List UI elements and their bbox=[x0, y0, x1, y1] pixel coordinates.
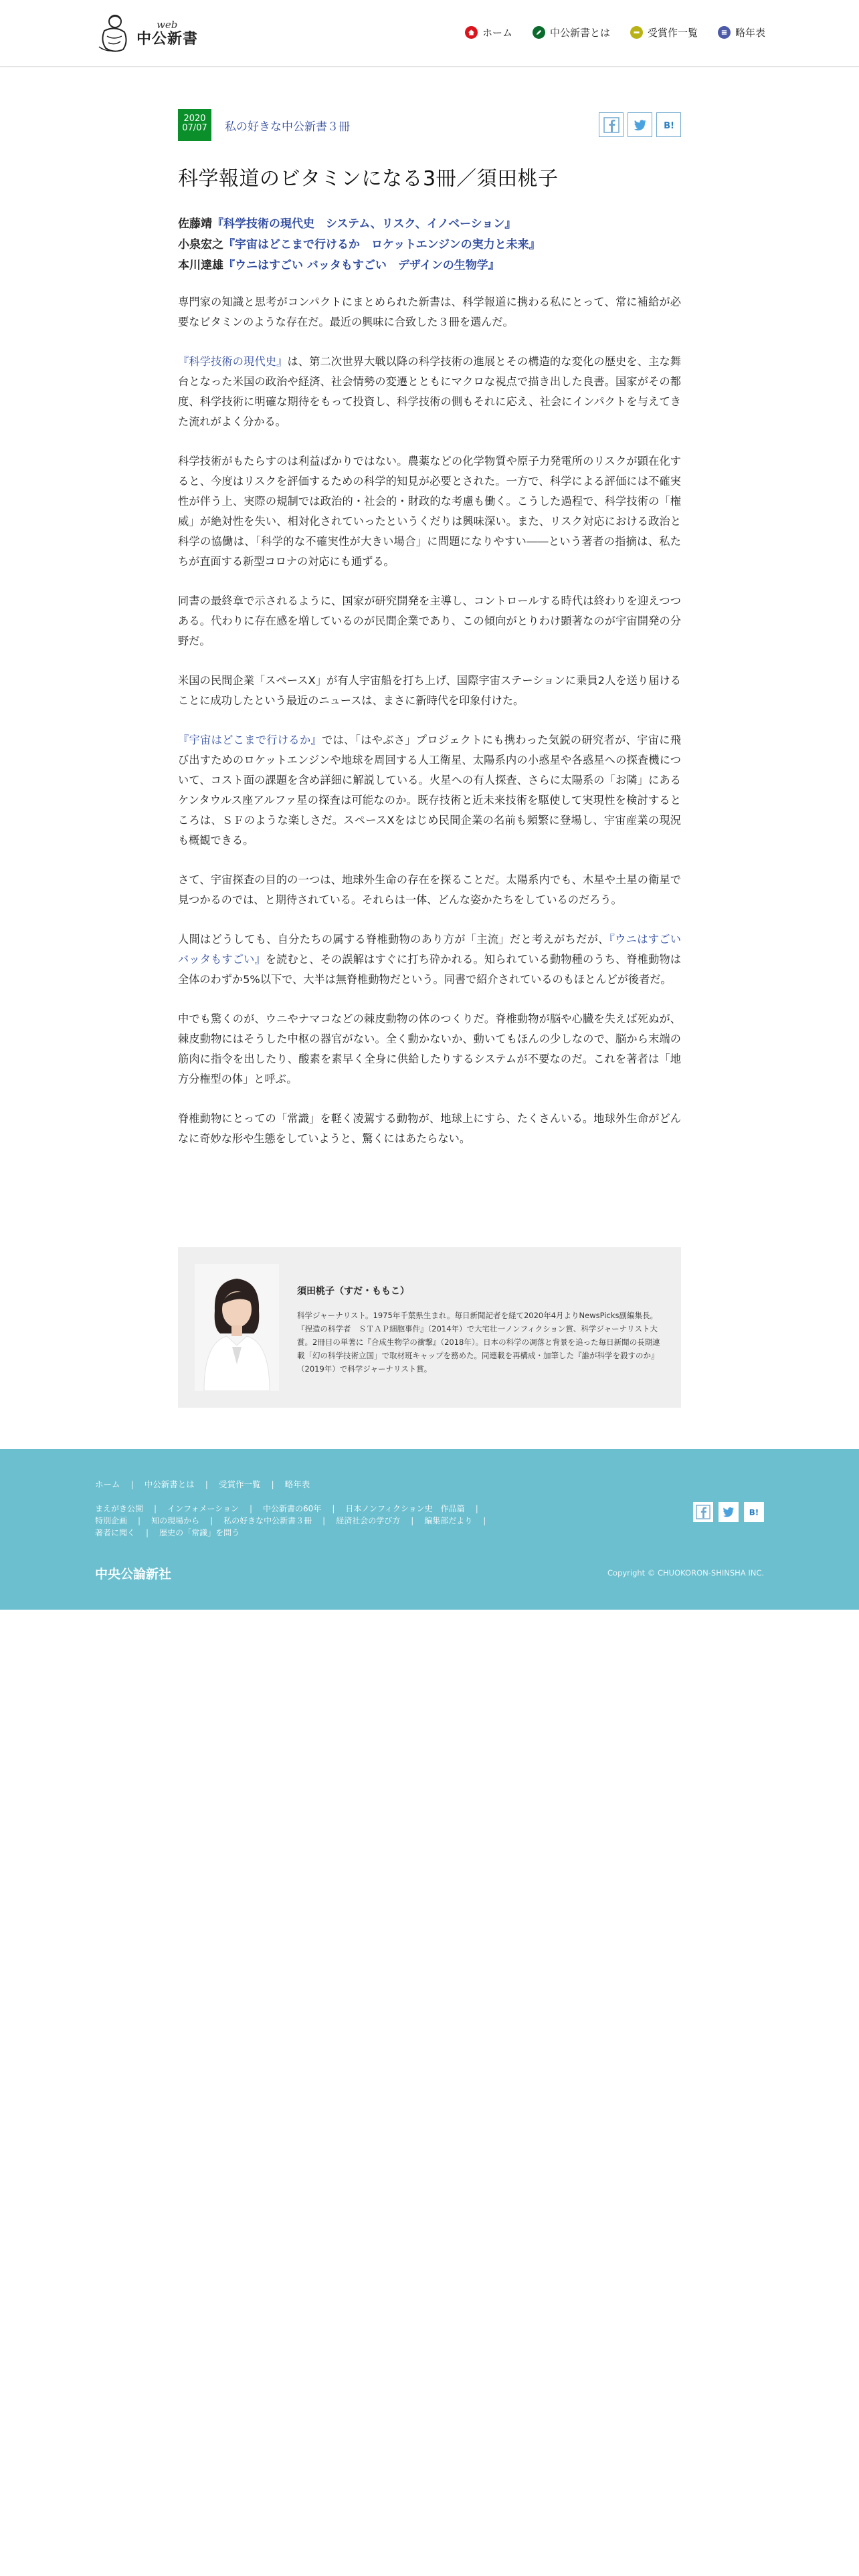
separator: | bbox=[130, 1479, 134, 1489]
book-item bbox=[178, 235, 681, 255]
book-list bbox=[178, 214, 681, 276]
separator: | bbox=[483, 1516, 486, 1525]
author-bio: 科学ジャーナリスト。1975年千葉県生まれ。毎日新聞記者を経て2020年4月よりNewsPicks副編集長。『捏造の科学者 ＳＴＡＰ細胞事件』（2014年）で大宅壮一ノンフィクション賞、科学ジャーナリスト大賞。2冊目の単著に『合成生物学の衝撃』（2018年）。日本の科学の凋落と背景を追った毎日新聞の長期連載「幻の科学技術立国」で取材班キャップを務めた。同連載を再構成・加筆した『誰が科学を殺すのか』（2019年）で科学ジャーナリスト賞。 bbox=[297, 1311, 660, 1374]
hatena-icon bbox=[661, 117, 677, 133]
separator: | bbox=[411, 1516, 414, 1525]
author-photo bbox=[195, 1264, 279, 1391]
book-item bbox=[178, 255, 681, 276]
book-item bbox=[178, 214, 681, 235]
date-day: 07/07 bbox=[182, 122, 207, 133]
book-title-link[interactable]: 『宇宙はどこまで行けるか ロケットエンジンの実力と未来』 bbox=[223, 238, 541, 251]
category-link[interactable]: 私の好きな中公新書３冊 bbox=[225, 120, 350, 134]
book-link[interactable]: 『ウニはすごい バッタもすごい』 bbox=[178, 933, 681, 966]
footer-link[interactable]: 特別企画 bbox=[95, 1516, 128, 1525]
logo-main-text: 中公新書 bbox=[136, 31, 199, 47]
separator: | bbox=[154, 1504, 157, 1513]
nav-timeline[interactable] bbox=[718, 24, 765, 40]
book-author: 本川達雄 bbox=[178, 259, 223, 272]
footer-link[interactable]: 知の現場から bbox=[151, 1516, 200, 1525]
paragraph bbox=[178, 730, 681, 851]
hatena-icon bbox=[747, 1505, 761, 1519]
article-body bbox=[178, 292, 681, 1168]
book-title-link[interactable]: 『ウニはすごい バッタもすごい デザインの生物学』 bbox=[223, 259, 500, 272]
paragraph: 専門家の知識と思考がコンパクトにまとめられた新書は、科学報道に携わる私にとって、常に補給が必要なビタミンのような存在だ。最近の興味に合致した３冊を選んだ。 bbox=[178, 296, 681, 328]
separator: | bbox=[146, 1528, 149, 1537]
footer-link[interactable]: 経済社会の学び方 bbox=[336, 1516, 401, 1525]
paragraph: 中でも驚くのが、ウニやナマコなどの棘皮動物の体のつくりだ。脊椎動物が脳や心臓を失えば死ぬが、棘皮動物にはそうした中枢の器官がない。全く動かないか、動いてもほんの少しなので、脳から末端の筋肉に指令を出したり、酸素を素早く全身に供給したりするシステムが不要なのだ。これを著者は「地方分権型の体」と呼ぶ。 bbox=[178, 1012, 681, 1085]
nav-about[interactable] bbox=[533, 24, 610, 40]
copyright: Copyright © CHUOKORON-SHINSHA INC. bbox=[607, 1568, 764, 1578]
facebook-share-button[interactable] bbox=[599, 112, 624, 137]
nav-home[interactable] bbox=[465, 24, 512, 40]
nav-awards-label: 受賞作一覧 bbox=[647, 26, 698, 39]
twitter-share-button[interactable] bbox=[628, 112, 652, 137]
article-title: 科学報道のビタミンになる3冊／須田桃子 bbox=[178, 167, 559, 191]
nav-home-label: ホーム bbox=[482, 26, 512, 39]
pencil-icon bbox=[533, 26, 545, 39]
book-author: 小泉宏之 bbox=[178, 238, 223, 251]
svg-text:B!: B! bbox=[749, 1507, 759, 1517]
footer-row bbox=[95, 1503, 537, 1515]
footer-link[interactable]: 著者に聞く bbox=[95, 1528, 136, 1537]
paragraph bbox=[178, 352, 681, 432]
separator: | bbox=[332, 1504, 335, 1513]
date-year: 2020 bbox=[183, 114, 206, 124]
footer-twitter-button[interactable] bbox=[719, 1502, 739, 1522]
footer-link-awards[interactable]: 受賞作一覧 bbox=[218, 1479, 261, 1489]
footer-hatena-button[interactable] bbox=[744, 1502, 764, 1522]
book-link[interactable]: 『科学技術の現代史』 bbox=[178, 355, 288, 368]
facebook-icon bbox=[603, 117, 619, 133]
paragraph: さて、宇宙探査の目的の一つは、地球外生命の存在を探ることだ。太陽系内でも、木星や土星の衛星で見つかるのでは、と期待されている。それらは一体、どんな姿かたちをしているのだろう。 bbox=[178, 873, 681, 906]
footer-link-about[interactable]: 中公新書とは bbox=[144, 1479, 195, 1489]
paragraph-text: を読むと、その誤解はすぐに打ち砕かれる。知られている動物種のうち、脊椎動物は全体のわずか5%以下で、大半は無脊椎動物だという。同書で紹介されているのもほとんどが後者だ。 bbox=[178, 953, 681, 986]
site-header bbox=[0, 0, 859, 67]
separator: | bbox=[271, 1479, 274, 1489]
paragraph-text: は、第二次世界大戦以降の科学技術の進展とその構造的な変化の歴史を、主な舞台となった米国の政治や経済、社会情勢の変遷とともにマクロな視点で描き出した良書。国家がその都度、科学技術に明確な期待をもって投資し、科学技術の側もそれに応え、社会にインパクトを与えてきた流れがよく分かる。 bbox=[178, 355, 681, 428]
global-nav bbox=[445, 24, 765, 40]
site-logo[interactable] bbox=[95, 11, 215, 56]
book-title-link[interactable]: 『科学技術の現代史 システム、リスク、イノベーション』 bbox=[212, 217, 516, 231]
paragraph: 脊椎動物にとっての「常識」を軽く凌駕する動物が、地球上にすら、たくさんいる。地球外生命がどんなに奇妙な形や生態をしていようと、驚くにはあたらない。 bbox=[178, 1112, 681, 1145]
twitter-icon bbox=[632, 117, 648, 133]
paragraph: 米国の民間企業「スペースX」が有人宇宙船を打ち上げ、国際宇宙ステーションに乗員2人を送り届けることに成功したという最近のニュースは、まさに新時代を印象付けた。 bbox=[178, 674, 681, 707]
footer-facebook-button[interactable] bbox=[693, 1502, 713, 1522]
home-icon bbox=[465, 26, 478, 39]
date-badge bbox=[178, 109, 211, 141]
author-name: 須田桃子（すだ・ももこ） bbox=[297, 1286, 409, 1297]
footer-row bbox=[95, 1515, 537, 1527]
separator: | bbox=[205, 1479, 208, 1489]
separator: | bbox=[475, 1504, 478, 1513]
author-profile bbox=[178, 1247, 681, 1408]
nav-about-label: 中公新書とは bbox=[549, 26, 610, 39]
hatena-share-button[interactable] bbox=[656, 112, 681, 137]
award-icon bbox=[630, 26, 643, 39]
logo-web-text: web bbox=[157, 19, 178, 31]
footer-link[interactable]: 編集部だより bbox=[424, 1516, 473, 1525]
publisher-logo[interactable]: 中央公論新社 bbox=[95, 1567, 172, 1582]
book-link[interactable]: 『宇宙はどこまで行けるか』 bbox=[178, 734, 322, 746]
paragraph-text: では、「はやぶさ」プロジェクトにも携わった気鋭の研究者が、宇宙に飛び出すためのロケットエンジンや地球を周回する人工衛星、太陽系内の小惑星や各惑星への探査機について、コスト面の課題を含め詳細に解説している。火星への有人探査、さらに太陽系の「お隣」にあるケンタウルス座アルファ星の探査は可能なのか。既存技術と近未来技術を駆使して実現性を検討するところは、ＳＦのような楽しさだ。スペースXをはじめ民間企業の名前も頻繁に登場し、宇宙産業の現況も概観できる。 bbox=[178, 734, 681, 847]
separator: | bbox=[249, 1504, 253, 1513]
separator: | bbox=[322, 1516, 326, 1525]
logo-figure-icon bbox=[95, 12, 132, 55]
footer-sub-nav bbox=[95, 1503, 537, 1539]
footer-row bbox=[95, 1527, 537, 1539]
separator: | bbox=[138, 1516, 141, 1525]
paragraph: 科学技術がもたらすのは利益ばかりではない。農薬などの化学物質や原子力発電所のリスクが顕在化すると、今度はリスクを評価するための科学的知見が必要とされた。一方で、科学による評価には不確実性が伴う上、実際の規制では政治的・社会的・財政的な考慮も働く。こうした過程で、科学技術の「権威」が絶対性を失い、相対化されていったというくだりは興味深い。また、リスク対応における政治と科学の協働は、「科学的な不確実性が大きい場合」に問題になりやすい――という著者の指摘は、私たちが直面する新型コロナの対応にも通ずる。 bbox=[178, 455, 681, 568]
svg-text:B!: B! bbox=[663, 120, 674, 131]
paragraph-text: 人間はどうしても、自分たちの属する脊椎動物のあり方が「主流」だと考えがちだが、 bbox=[178, 933, 609, 946]
article-meta bbox=[178, 109, 681, 141]
footer-link[interactable]: 日本ノンフィクション史 作品篇 bbox=[345, 1504, 465, 1513]
paragraph: 同書の最終章で示されるように、国家が研究開発を主導し、コントロールする時代は終わりを迎えつつある。代わりに存在感を増しているのが民間企業であり、この傾向がとりわけ顕著なのが宇宙開発の分野だ。 bbox=[178, 595, 681, 647]
facebook-icon bbox=[696, 1505, 710, 1519]
nav-awards[interactable] bbox=[630, 24, 698, 40]
footer-link[interactable]: インフォメーション bbox=[167, 1504, 239, 1513]
paragraph bbox=[178, 930, 681, 990]
footer-link[interactable]: 私の好きな中公新書３冊 bbox=[223, 1516, 312, 1525]
author-portrait-icon bbox=[195, 1264, 279, 1391]
footer-share-buttons bbox=[693, 1502, 764, 1522]
separator: | bbox=[210, 1516, 213, 1525]
footer-link-home[interactable]: ホーム bbox=[95, 1479, 120, 1489]
site-footer bbox=[0, 1449, 859, 1610]
twitter-icon bbox=[721, 1505, 736, 1519]
timeline-icon bbox=[718, 26, 731, 39]
footer-link-timeline[interactable]: 略年表 bbox=[284, 1479, 310, 1489]
footer-link[interactable]: 歴史の「常識」を問う bbox=[159, 1528, 240, 1537]
nav-timeline-label: 略年表 bbox=[735, 26, 765, 39]
footer-link[interactable]: まえがき公開 bbox=[95, 1504, 144, 1513]
share-buttons bbox=[599, 112, 681, 137]
book-author: 佐藤靖 bbox=[178, 217, 212, 231]
footer-link[interactable]: 中公新書の60年 bbox=[263, 1504, 322, 1513]
footer-main-nav bbox=[95, 1478, 310, 1490]
